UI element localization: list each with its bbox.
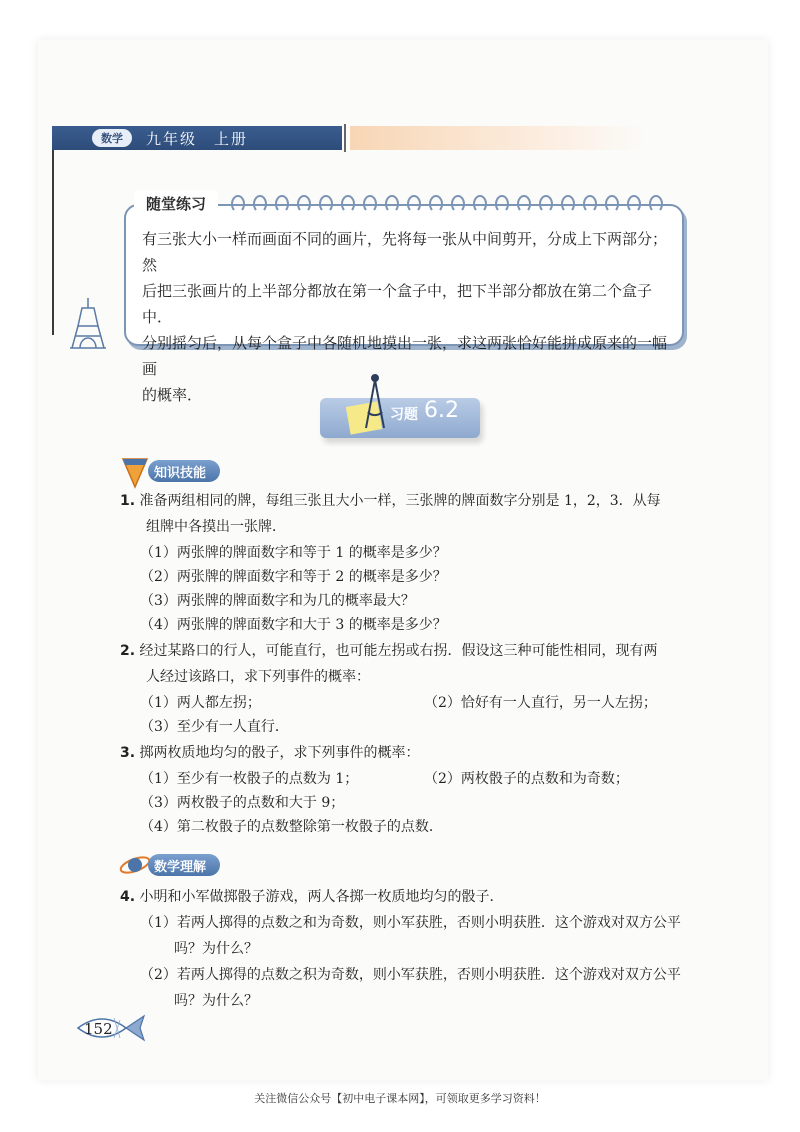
- question-number: 1.: [120, 493, 136, 509]
- section-badge-understanding: [148, 854, 220, 876]
- practice-line: 后把三张画片的上半部分都放在第一个盒子中，把下半部分都放在第二个盒子中．: [142, 282, 653, 326]
- sub-question: （1）两人都左拐；: [140, 695, 261, 711]
- header-gradient: [350, 126, 645, 150]
- planet-icon: [118, 850, 152, 880]
- notebook-rings-icon: [224, 182, 674, 222]
- question-number: 4.: [120, 889, 136, 905]
- sub-question-cont: 吗？为什么？: [174, 993, 258, 1009]
- sub-question: （4）第二枚骰子的点数整除第一枚骰子的点数．: [140, 819, 443, 835]
- sub-question: （3）至少有一人直行．: [140, 719, 289, 735]
- sub-question: （2）恰好有一人直行，另一人左拐；: [424, 695, 657, 711]
- practice-text: [142, 226, 668, 408]
- question-text: 准备两组相同的牌，每组三张且大小一样，三张牌的牌面数字分别是 1，2，3．从每: [139, 493, 661, 509]
- exercise-label: 习题: [390, 407, 418, 423]
- tower-icon: [68, 296, 108, 350]
- question-text: 掷两枚质地均匀的骰子，求下列事件的概率：: [139, 745, 420, 761]
- compass-icon: [362, 372, 388, 432]
- subject-badge: 数学: [92, 129, 132, 147]
- page-number: 152: [84, 1020, 113, 1038]
- practice-line: 分别摇匀后，从每个盒子中各随机地摸出一张，求这两张恰好能拼成原来的一幅画: [142, 334, 668, 378]
- question-text: 经过某路口的行人，可能直行，也可能左拐或右拐．假设这三种可能性相同，现有两: [139, 643, 658, 659]
- section-badge-skills: [148, 460, 220, 482]
- sub-question: （4）两张牌的牌面数字和大于 3 的概率是多少？: [140, 617, 447, 633]
- pencil-cone-icon: [120, 455, 150, 489]
- sub-question: （1）至少有一枚骰子的点数为 1；: [140, 771, 359, 787]
- footer-note: 关注微信公众号【初中电子课本网】，可领取更多学习资料！: [254, 1092, 546, 1105]
- header-bar: [52, 126, 342, 150]
- sub-question: （3）两张牌的牌面数字和为几的概率最大？: [140, 593, 415, 609]
- section-label: 知识技能: [154, 465, 207, 481]
- question-text: 小明和小军做掷骰子游戏，两人各掷一枚质地均匀的骰子．: [139, 889, 504, 905]
- sub-question: （1）两张牌的牌面数字和等于 1 的概率是多少？: [140, 545, 447, 561]
- exercise-number: 6.2: [424, 398, 459, 423]
- question-number: 2.: [120, 643, 136, 659]
- sub-question: （2）若两人掷得的点数之积为奇数，则小军获胜，否则小明获胜．这个游戏对双方公平: [140, 967, 681, 983]
- sub-question-cont: 吗？为什么？: [174, 941, 258, 957]
- question-2: [120, 640, 658, 660]
- question-number: 3.: [120, 745, 136, 761]
- question-3: [120, 742, 420, 762]
- practice-title: 随堂练习: [134, 190, 218, 217]
- section-label: 数学理解: [154, 859, 207, 875]
- question-4: [120, 886, 504, 906]
- sub-question: （1）若两人掷得的点数之和为奇数，则小军获胜，否则小明获胜．这个游戏对双方公平: [140, 915, 681, 931]
- book-title: 九年级 上册: [146, 129, 249, 148]
- header-divider: [344, 124, 346, 152]
- question-text-cont: 组牌中各摸出一张牌．: [146, 519, 286, 535]
- sub-question: （2）两张牌的牌面数字和等于 2 的概率是多少？: [140, 569, 447, 585]
- practice-line: 的概率．: [142, 386, 203, 404]
- margin-line: [52, 150, 54, 335]
- sub-question: （3）两枚骰子的点数和大于 9；: [140, 795, 345, 811]
- question-text-cont: 人经过该路口，求下列事件的概率：: [146, 669, 370, 685]
- practice-line: 有三张大小一样而画面不同的画片，先将每一张从中间剪开，分成上下两部分；然: [142, 230, 668, 274]
- sub-question: （2）两枚骰子的点数和为奇数；: [424, 771, 629, 787]
- question-1: [120, 490, 661, 510]
